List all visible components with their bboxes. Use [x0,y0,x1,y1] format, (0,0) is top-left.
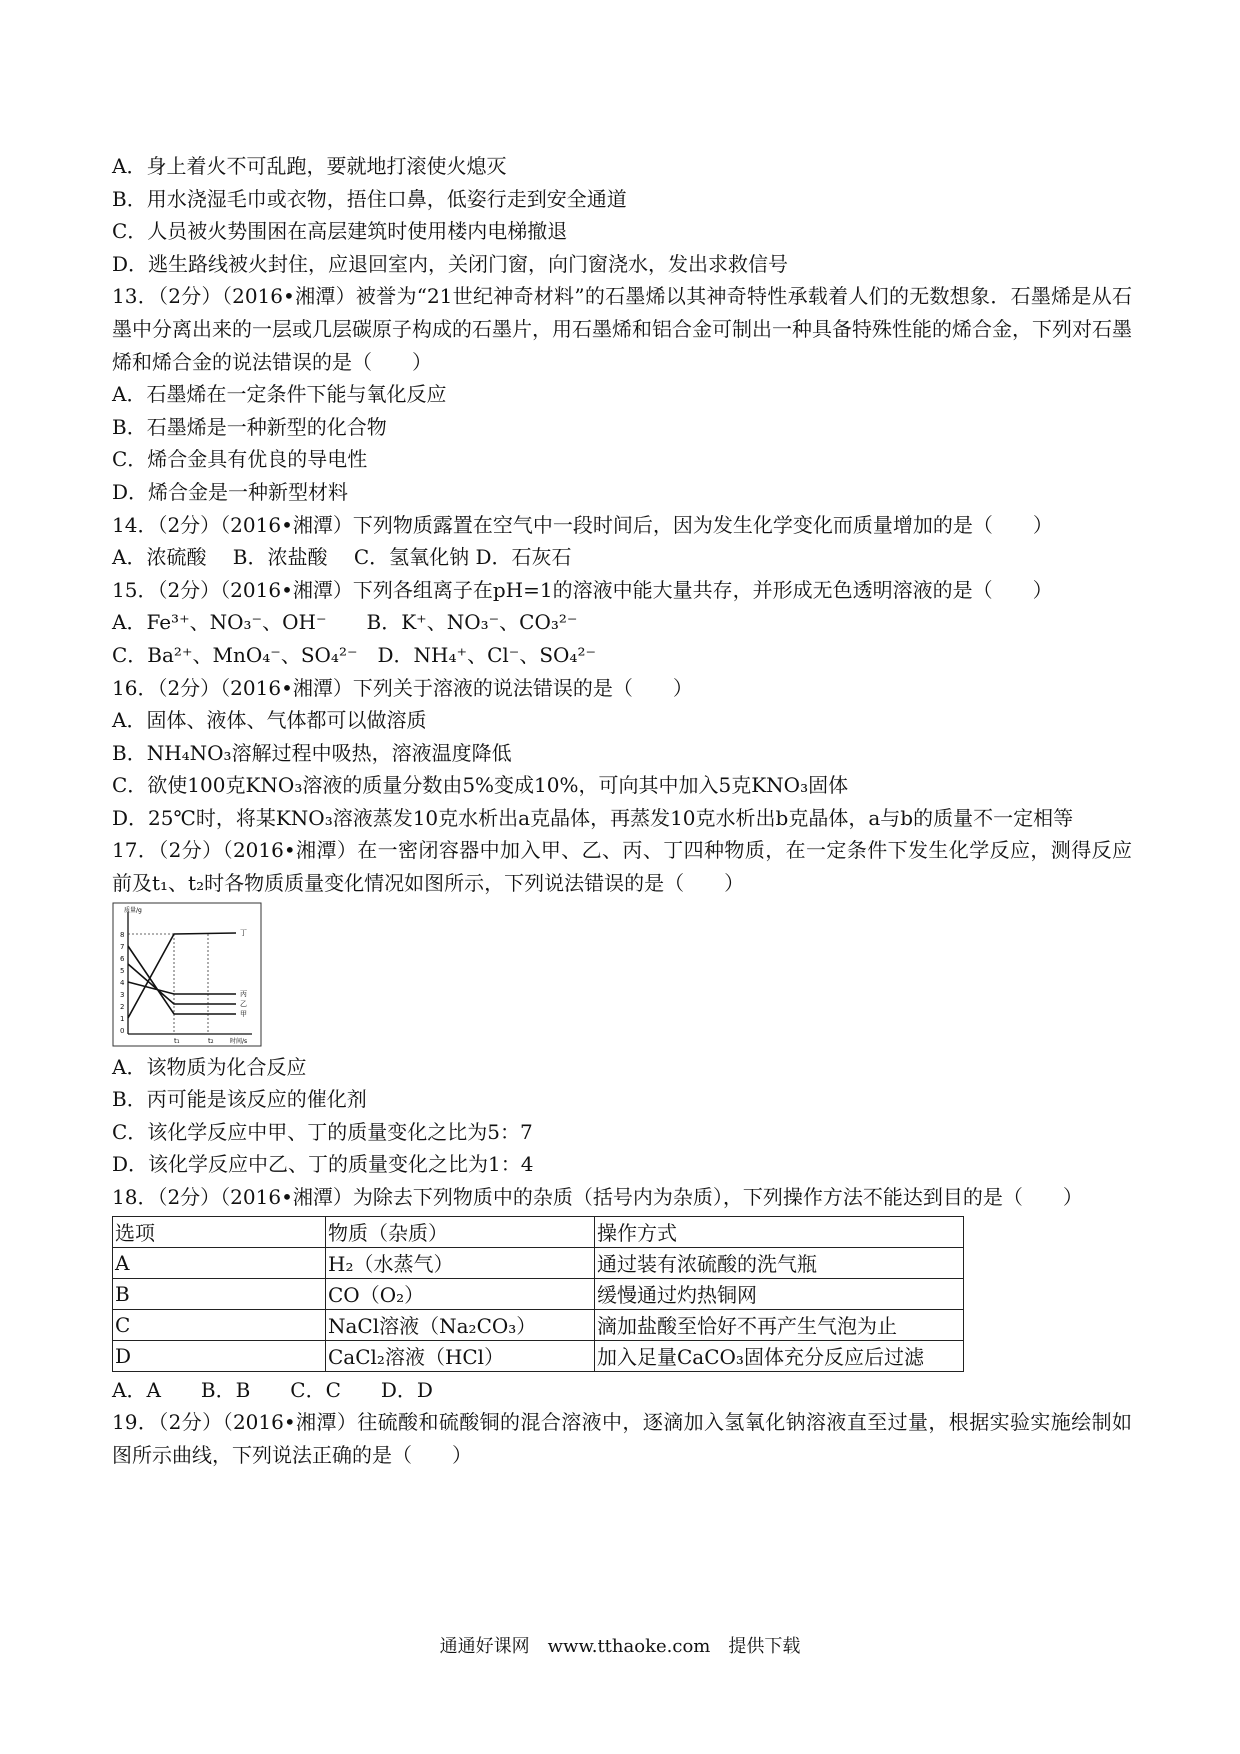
q17-option-c: C．该化学反应中甲、丁的质量变化之比为5：7 [112,1119,533,1144]
q17-stem: 17．（2分）（2016•湘潭）在一密闭容器中加入甲、乙、丙、丁四种物质，在一定条件下发生化学反应，测得反应前及t₁、t₂时各物质质量变化情况如图所示，下列说法错误的是（ ） [112,838,1132,896]
y-tick-6: 6 [120,954,125,963]
y-tick-1: 1 [120,1014,125,1023]
table-row [113,1278,964,1309]
table-cell: CaCl₂溶液（HCl） [326,1340,595,1371]
table-cell: 加入足量CaCO₃固体充分反应后过滤 [595,1340,964,1371]
y-tick-5: 5 [120,966,125,975]
table-cell: C [113,1309,326,1340]
q13-option-c: C．烯合金具有优良的导电性 [112,447,368,472]
q17-mass-time-figure [112,902,262,1047]
q16-option-c: C．欲使100克KNO₃溶液的质量分数由5%变成10%，可向其中加入5克KNO₃固体 [112,773,849,798]
series-ding-line [128,933,236,1018]
table-cell: A [113,1247,326,1278]
q12-option-b: B．用水浇湿毛巾或衣物，捂住口鼻，低姿行走到安全通道 [112,186,627,211]
series-label-ding: 丁 [240,928,247,937]
q16-option-a: A．固体、液体、气体都可以做溶质 [112,708,427,733]
y-tick-3: 3 [120,990,125,999]
table-cell: D [113,1340,326,1371]
table-cell: 通过装有浓硫酸的洗气瓶 [595,1247,964,1278]
table-header-cell: 选项 [113,1216,326,1247]
table-cell: B [113,1278,326,1309]
q18-stem: 18．（2分）（2016•湘潭）为除去下列物质中的杂质（括号内为杂质），下列操作方法不能达到目的是（ ） [112,1185,1083,1210]
q12-option-c: C．人员被火势围困在高层建筑时使用楼内电梯撤退 [112,219,568,244]
exam-page [112,150,1132,1471]
q15-options-ab: A．Fe³⁺、NO₃⁻、OH⁻ B．K⁺、NO₃⁻、CO₃²⁻ [112,610,578,635]
q16-option-b: B．NH₄NO₃溶解过程中吸热，溶液温度降低 [112,740,512,765]
q17-option-a: A．该物质为化合反应 [112,1054,307,1079]
q16-stem: 16．（2分）（2016•湘潭）下列关于溶液的说法错误的是（ ） [112,675,693,700]
x-tick-t2: t₂ [208,1036,214,1045]
q17-option-b: B．丙可能是该反应的催化剂 [112,1087,367,1112]
table-cell: 缓慢通过灼热铜网 [595,1278,964,1309]
figure-frame [113,903,261,1046]
table-cell: 滴加盐酸至恰好不再产生气泡为止 [595,1309,964,1340]
x-axis-label: 时间/s [230,1037,248,1045]
table-cell: NaCl溶液（Na₂CO₃） [326,1309,595,1340]
y-tick-8: 8 [120,930,125,939]
q18-table [112,1216,964,1372]
y-tick-4: 4 [120,978,125,987]
page-footer: 通通好课网 www.tthaoke.com 提供下载 [439,1636,801,1657]
q13-option-b: B．石墨烯是一种新型的化合物 [112,414,387,439]
q15-options-cd: C．Ba²⁺、MnO₄⁻、SO₄²⁻ D．NH₄⁺、Cl⁻、SO₄²⁻ [112,642,597,667]
series-label-bing: 丙 [240,989,247,998]
q12-option-a: A．身上着火不可乱跑，要就地打滚使火熄灭 [112,154,507,178]
series-label-jia: 甲 [240,1009,247,1018]
q14-options: A．浓硫酸 B．浓盐酸 C．氢氧化钠 D．石灰石 [112,545,572,570]
table-cell: H₂（水蒸气） [326,1247,595,1278]
q12-option-d: D．逃生路线被火封住，应退回室内，关闭门窗，向门窗浇水，发出求救信号 [112,251,789,276]
table-cell: CO（O₂） [326,1278,595,1309]
q13-option-d: D．烯合金是一种新型材料 [112,479,349,504]
q13-stem: 13．（2分）（2016•湘潭）被誉为“21世纪神奇材料”的石墨烯以其神奇特性承载着人们的无数想象．石墨烯是从石墨中分离出来的一层或几层碳原子构成的石墨片，用石墨烯和铝合金可制出一种具备特殊性能的烯合金，下列对石墨烯和烯合金的说法错误的是（ ） [112,284,1132,374]
q14-stem: 14．（2分）（2016•湘潭）下列物质露置在空气中一段时间后，因为发生化学变化而质量增加的是（ ） [112,512,1053,537]
q15-stem: 15．（2分）（2016•湘潭）下列各组离子在pH=1的溶液中能大量共存，并形成无色透明溶液的是（ ） [112,577,1053,602]
x-tick-t1: t₁ [174,1036,180,1045]
y-tick-0: 0 [120,1026,125,1035]
q17-option-d: D．该化学反应中乙、丁的质量变化之比为1：4 [112,1152,534,1177]
q13-option-a: A．石墨烯在一定条件下能与氧化反应 [112,382,447,407]
table-header-cell: 操作方式 [595,1216,964,1247]
q18-options: A．A B．B C．C D．D [112,1377,433,1402]
table-row [113,1309,964,1340]
q16-option-d: D．25℃时，将某KNO₃溶液蒸发10克水析出a克晶体，再蒸发10克水析出b克晶体，a与b的质量不一定相等 [112,805,1074,830]
table-row [113,1340,964,1371]
y-tick-2: 2 [120,1002,125,1011]
q19-stem: 19．（2分）（2016•湘潭）往硫酸和硫酸铜的混合溶液中，逐滴加入氢氧化钠溶液直至过量，根据实验实施绘制如图所示曲线，下列说法正确的是（ ） [112,1410,1132,1467]
table-header-cell: 物质（杂质） [326,1216,595,1247]
table-row [113,1247,964,1278]
y-tick-7: 7 [120,942,125,951]
table-header-row [113,1216,964,1247]
q17-figure-svg [112,902,262,1047]
y-axis-label: 质量/g [124,906,142,914]
series-label-yi: 乙 [240,999,247,1008]
